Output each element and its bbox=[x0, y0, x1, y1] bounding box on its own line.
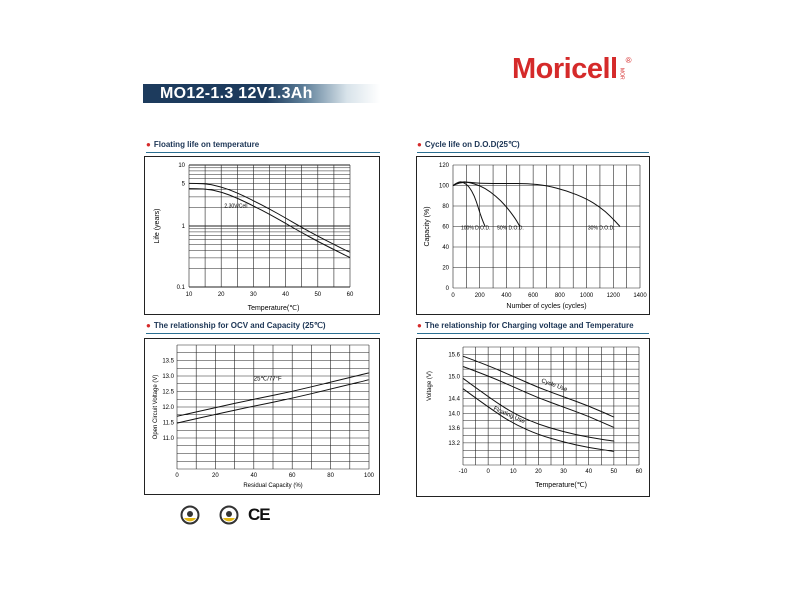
x-tick-label: 40 bbox=[282, 292, 289, 298]
section-title-floating-life bbox=[146, 140, 259, 150]
series-line bbox=[453, 182, 620, 226]
section-title-ocv bbox=[146, 321, 326, 331]
x-tick-label: 30 bbox=[560, 469, 567, 475]
y-tick-label: 15.0 bbox=[448, 374, 460, 381]
y-tick-label: 12.0 bbox=[162, 405, 174, 411]
section-rule bbox=[146, 333, 380, 334]
bullet-icon: ● bbox=[146, 140, 151, 149]
y-tick-label: 13.5 bbox=[162, 358, 174, 365]
floating-life-chart bbox=[145, 157, 379, 314]
x-tick-label: 50 bbox=[610, 469, 618, 475]
x-tick-label: 0 bbox=[486, 469, 490, 475]
x-axis-label: Number of cycles (cycles) bbox=[506, 303, 587, 310]
x-tick-label: 1200 bbox=[606, 293, 620, 299]
y-tick-label: 0.1 bbox=[176, 285, 185, 291]
x-tick-label: 0 bbox=[175, 473, 179, 479]
y-tick-label: 5 bbox=[181, 181, 185, 188]
iso-cert-graphic bbox=[180, 505, 200, 525]
brand-name: Moricell bbox=[512, 53, 618, 85]
y-axis-label: Voltage (V) bbox=[427, 371, 433, 401]
bullet-icon: ● bbox=[417, 140, 422, 149]
x-tick-label: 50 bbox=[314, 292, 322, 298]
x-tick-label: -10 bbox=[458, 469, 468, 475]
x-axis-label: Temperature(℃) bbox=[247, 305, 300, 312]
y-tick-label: 13.6 bbox=[448, 426, 460, 433]
iso-cert-icon-1 bbox=[180, 505, 200, 530]
cycle-life-chart bbox=[417, 157, 649, 314]
x-tick-label: 600 bbox=[528, 293, 539, 299]
x-tick-label: 60 bbox=[635, 469, 643, 475]
brand-logo bbox=[512, 54, 632, 84]
section-title-text: The relationship for OCV and Capacity (25℃) bbox=[153, 321, 326, 330]
y-tick-label: 60 bbox=[442, 224, 449, 231]
section-title-text: The relationship for Charging voltage and Temperature bbox=[424, 321, 634, 330]
series-label: 100% D.O.D. bbox=[461, 225, 491, 232]
series-line bbox=[453, 182, 485, 227]
series-annotation: 2.30V/Cell bbox=[224, 203, 248, 210]
x-axis-label: Temperature(℃) bbox=[535, 482, 587, 489]
x-tick-label: 10 bbox=[185, 292, 193, 298]
y-tick-label: 0 bbox=[445, 286, 449, 292]
series-line bbox=[453, 182, 520, 227]
section-title-text: Floating life on temperature bbox=[153, 140, 260, 149]
series-annotation: 25℃/77°F bbox=[253, 376, 282, 383]
y-tick-label: 120 bbox=[438, 163, 449, 169]
x-tick-label: 30 bbox=[250, 292, 257, 298]
chart-panel-floating-life bbox=[144, 156, 380, 315]
x-tick-label: 20 bbox=[212, 473, 219, 479]
registered-mark: ® bbox=[625, 56, 632, 65]
y-axis-label: Life (years) bbox=[154, 208, 161, 244]
section-rule bbox=[417, 152, 649, 153]
x-tick-label: 80 bbox=[327, 473, 334, 479]
y-tick-label: 1 bbox=[181, 224, 185, 230]
series-label: 30% D.O.D. bbox=[587, 225, 615, 232]
x-tick-label: 20 bbox=[535, 469, 542, 475]
x-tick-label: 60 bbox=[346, 292, 354, 298]
section-rule bbox=[417, 333, 649, 334]
y-tick-label: 12.5 bbox=[162, 389, 174, 396]
x-tick-label: 800 bbox=[554, 293, 565, 299]
series-label: 50% D.O.D. bbox=[497, 225, 524, 232]
y-axis-label: Capacity (%) bbox=[424, 206, 431, 247]
x-axis-label: Residual Capacity (%) bbox=[243, 483, 303, 489]
y-tick-label: 40 bbox=[442, 245, 449, 251]
ce-mark-icon: CE bbox=[248, 505, 270, 524]
charging-voltage-chart bbox=[417, 339, 649, 496]
iso-cert-graphic bbox=[219, 505, 239, 525]
x-tick-label: 40 bbox=[250, 473, 258, 479]
y-tick-label: 15.6 bbox=[448, 352, 460, 359]
section-title-cycle-life bbox=[417, 140, 520, 150]
section-title-text: Cycle life on D.O.D(25℃) bbox=[424, 140, 520, 149]
x-tick-label: 40 bbox=[585, 469, 593, 475]
x-tick-label: 10 bbox=[509, 469, 517, 475]
x-tick-label: 60 bbox=[288, 473, 296, 479]
section-rule bbox=[146, 152, 380, 153]
x-tick-label: 200 bbox=[474, 293, 485, 299]
series-label: Floating Use bbox=[492, 406, 526, 426]
y-tick-label: 100 bbox=[438, 183, 449, 190]
x-tick-label: 1400 bbox=[633, 293, 647, 299]
x-tick-label: 400 bbox=[501, 293, 512, 299]
chart-panel-charging-voltage bbox=[416, 338, 650, 497]
iso-cert-icon-2 bbox=[219, 505, 239, 530]
series-label: Cycle Use bbox=[540, 378, 569, 394]
brand-sub: MOR bbox=[618, 68, 625, 80]
y-tick-label: 80 bbox=[442, 204, 449, 210]
y-tick-label: 10 bbox=[178, 163, 185, 169]
ocv-capacity-chart bbox=[145, 339, 379, 494]
y-tick-label: 14.0 bbox=[448, 411, 460, 418]
y-tick-label: 11.0 bbox=[162, 436, 174, 442]
y-tick-label: 20 bbox=[442, 265, 449, 272]
bullet-icon: ● bbox=[146, 321, 151, 330]
chart-panel-cycle-life bbox=[416, 156, 650, 315]
y-tick-label: 13.0 bbox=[162, 374, 174, 380]
y-tick-label: 14.4 bbox=[448, 396, 460, 403]
section-title-charging-voltage bbox=[417, 321, 634, 331]
x-tick-label: 100 bbox=[363, 473, 375, 479]
chart-panel-ocv bbox=[144, 338, 380, 495]
y-axis-label: Open Circuit Voltage (V) bbox=[153, 374, 159, 440]
model-title: MO12-1.3 12V1.3Ah bbox=[160, 85, 313, 102]
bullet-icon: ● bbox=[417, 321, 422, 330]
x-tick-label: 0 bbox=[451, 293, 455, 299]
x-tick-label: 20 bbox=[217, 292, 225, 298]
y-tick-label: 11.5 bbox=[162, 420, 174, 427]
x-tick-label: 1000 bbox=[579, 293, 594, 299]
y-tick-label: 13.2 bbox=[448, 440, 460, 447]
